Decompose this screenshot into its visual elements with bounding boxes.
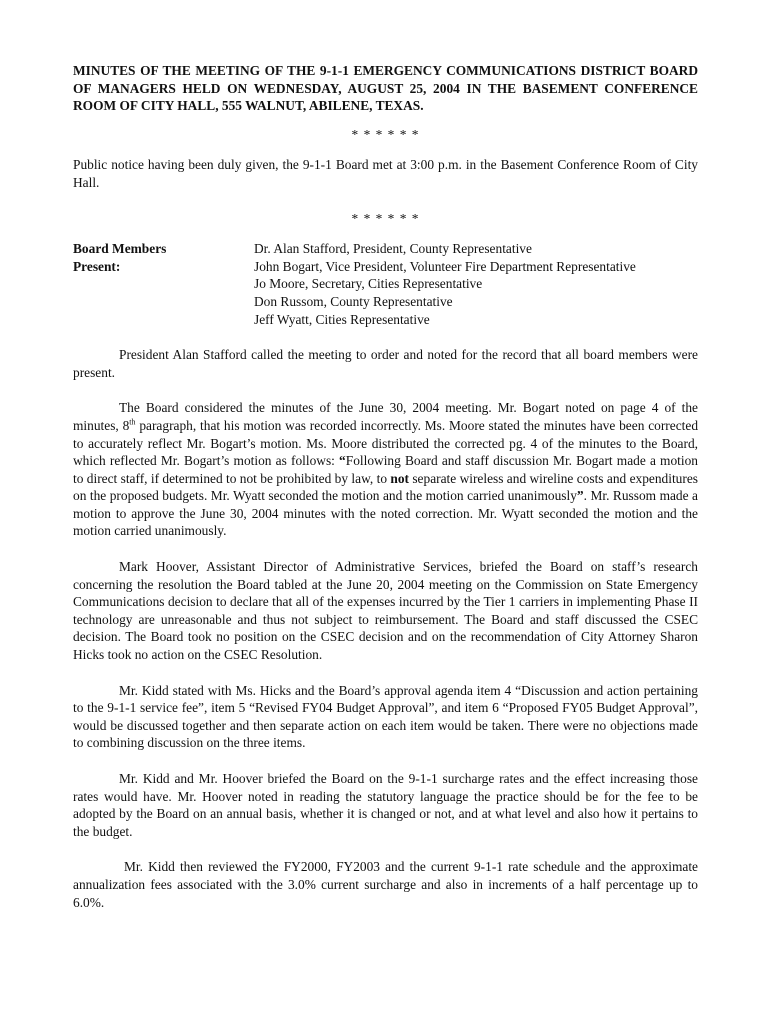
minutes-paragraph (73, 399, 698, 540)
agenda-paragraph: Mr. Kidd stated with Ms. Hicks and the Board’s approval agenda item 4 “Discussion and action pertaining to the 9-1-1 service fee”, item 5 “Revised FY04 Budget Approval”, and item 6 “Proposed FY05 Budget Approval”, would be discussed together and then separate action on each item would be taken. There were no objections made to combining discussion on the three items. (73, 682, 698, 751)
board-members-label-line2: Present: (73, 258, 121, 274)
board-member: Dr. Alan Stafford, President, County Representative (254, 241, 532, 257)
rate-review-paragraph: Mr. Kidd then reviewed the FY2000, FY2003 and the current 9-1-1 rate schedule and the approximate annualization fees associated with the 3.0% current surcharge and also in increments of a half percentage up to 6.0%. (73, 859, 698, 910)
board-members-list (254, 240, 636, 328)
separator-2: * * * * * * (351, 210, 420, 226)
notice-paragraph: Public notice having been duly given, the 9-1-1 Board met at 3:00 p.m. in the Basement Conference Room of City Hall. (73, 157, 698, 190)
minutes-text-5: . Mr. Russom made a motion to approve the June 30, 2004 minutes with the noted correction. Mr. Wyatt seconded the motion and the motion carried unanimously. (73, 488, 698, 539)
quote-close: ” (576, 488, 584, 504)
document-title: MINUTES OF THE MEETING OF THE 9-1-1 EMERGENCY COMMUNICATIONS DISTRICT BOARD OF MANAGERS HELD ON WEDNESDAY, AUGUST 25, 2004 IN THE BASEMENT CONFERENCE ROOM OF CITY HALL, 555 WALNUT, ABILENE, TEXAS. (73, 63, 698, 114)
quote-open: “ (339, 453, 346, 469)
hoover-briefing-paragraph: Mark Hoover, Assistant Director of Administrative Services, briefed the Board on staff’s research concerning the resolution the Board tabled at the June 20, 2004 meeting on the Commission on State Emergency Communications decision to declare that all of the expenses incurred by the Tier 1 carriers in implementing Phase II technology are unreasonable and thus not subject to reimbursement. The Board and staff discussed the CSEC decision. The Board took no position on the CSEC decision and on the recommendation of City Attorney Sharon Hicks took no action on the CSEC Resolution. (73, 559, 698, 663)
minutes-text-1: The Board considered the minutes of the June 30, 2004 meeting. Mr. Bogart noted on page 4 of the minutes, 8 (73, 400, 698, 433)
board-member: Jo Moore, Secretary, Cities Representative (254, 276, 483, 292)
ordinal-suffix: th (129, 417, 136, 427)
emphasis-not: not (390, 470, 409, 486)
board-members-section (73, 240, 698, 328)
document-page (73, 62, 698, 929)
minutes-text-2: paragraph, that his motion was recorded incorrectly. Ms. Moore stated the minutes have been corrected to accurately reflect Mr. Bogart’s motion. Ms. Moore distributed the corrected pg. 4 of the minutes to the Board, which reflected Mr. Bogart’s motion as follows: (73, 417, 699, 469)
minutes-text-4: separate wireless and wireline costs and expenditures on the proposed budgets. Mr. Wyatt seconded the motion and the motion carried unanimously (73, 470, 698, 504)
board-members-label (73, 240, 254, 328)
call-to-order-paragraph: President Alan Stafford called the meeting to order and noted for the record that all board members were present. (73, 347, 698, 380)
board-member: John Bogart, Vice President, Volunteer Fire Department Representative (254, 258, 636, 274)
board-members-label-line1: Board Members (73, 241, 167, 257)
surcharge-paragraph: Mr. Kidd and Mr. Hoover briefed the Board on the 9-1-1 surcharge rates and the effect increasing those rates would have. Mr. Hoover noted in reading the statutory language the practice should be for the fee to be adopted by the Board on an annual basis, whether it is changed or not, and at what level and also how it pertains to the budget. (73, 771, 698, 839)
minutes-text-3: Following Board and staff discussion Mr. Bogart made a motion to direct staff, if determined to not be prohibited by law, to (73, 453, 698, 486)
board-member: Jeff Wyatt, Cities Representative (254, 311, 430, 327)
board-member: Don Russom, County Representative (254, 293, 453, 309)
separator-1: * * * * * * (351, 126, 420, 142)
